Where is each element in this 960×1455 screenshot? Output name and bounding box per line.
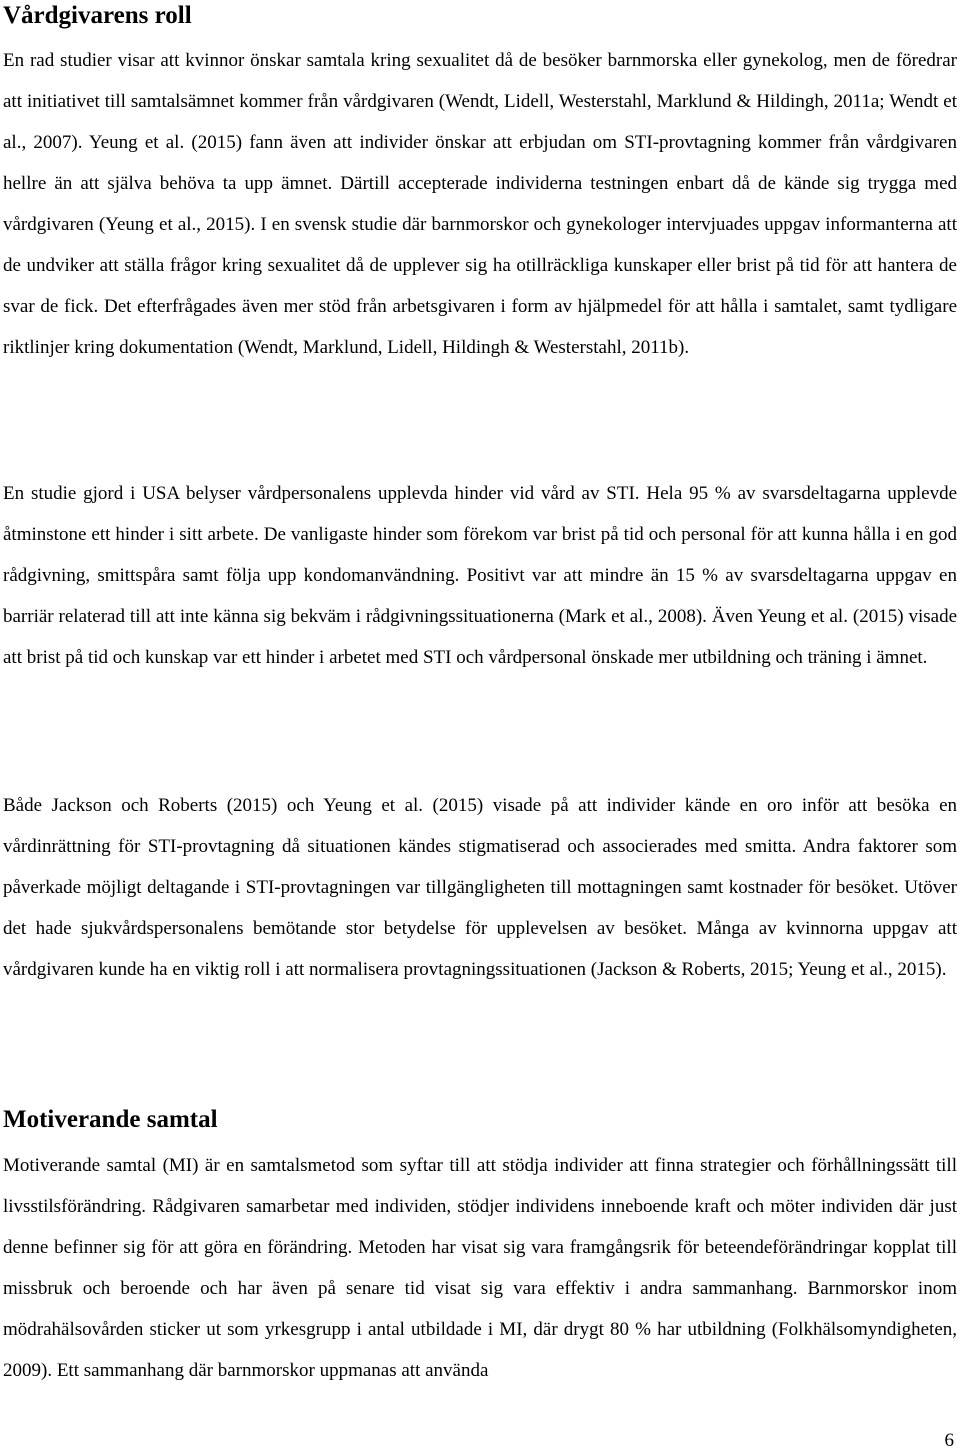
paragraph: Både Jackson och Roberts (2015) och Yeung et al. (2015) visade på att individer kände en oro inför att besöka en vårdinrättning för STI-provtagning då situationen kändes stigmatiserad och associerades med smitta. Andra faktorer som påverkade möjligt deltagande i STI-provtagningen var tillgängligheten till mottagningen samt kostnader för besöket. Utöver det hade sjukvårdspersonalens bemötande stor betydelse för upplevelsen av besöket. Många av kvinnorna uppgav att vårdgivaren kunde ha en viktig roll i att normalisera provtagningssituationen (Jackson & Roberts, 2015; Yeung et al., 2015). <box>3 795 957 980</box>
page-number: 6 <box>944 1430 954 1451</box>
section-heading-vardgivarens-roll: Vårdgivarens roll <box>3 2 192 29</box>
paragraph: Motiverande samtal (MI) är en samtalsmetod som syftar till att stödja individer att finna strategier och förhållningssätt till livsstilsförändring. Rådgivaren samarbetar med individen, stödjer individens inneboende kraft och möter individen där just denne befinner sig för att göra en förändring. Metoden har visat sig vara framgångsrik för beteendeförändringar kopplat till missbruk och beroende och har även på senare tid visat sig vara effektiv i andra sammanhang. Barnmorskor inom mödrahälsovården sticker ut som yrkesgrupp i antal utbildade i MI, där drygt 80 % har utbildning (Folkhälsomyndigheten, 2009). Ett sammanhang där barnmorskor uppmanas att använda <box>3 1155 957 1381</box>
paragraph: En rad studier visar att kvinnor önskar samtala kring sexualitet då de besöker barnmorska eller gynekolog, men de föredrar att initiativet till samtalsämnet kommer från vårdgivaren (Wendt, Lidell, Westerstahl, Marklund & Hildingh, 2011a; Wendt et al., 2007). Yeung et al. (2015) fann även att individer önskar att erbjudan om STI-provtagning kommer från vårdgivaren hellre än att själva behöva ta upp ämnet. Därtill accepterade individerna testningen enbart då de kände sig trygga med vårdgivaren (Yeung et al., 2015). I en svensk studie där barnmorskor och gynekologer intervjuades uppgav informanterna att de undviker att ställa frågor kring sexualitet då de upplever sig ha otillräckliga kunskaper eller brist på tid för att hantera de svar de fick. Det efterfrågades även mer stöd från arbetsgivaren i form av hjälpmedel för att hålla i samtalet, samt tydligare riktlinjer kring dokumentation (Wendt, Marklund, Lidell, Hildingh & Westerstahl, 2011b). <box>3 50 957 358</box>
section-heading-motiverande-samtal: Motiverande samtal <box>3 1106 218 1133</box>
paragraph: En studie gjord i USA belyser vårdpersonalens upplevda hinder vid vård av STI. Hela 95 % av svarsdeltagarna upplevde åtminstone ett hinder i sitt arbete. De vanligaste hinder som förekom var brist på tid och personal för att kunna hålla i en god rådgivning, smittspåra samt följa upp kondomanvändning. Positivt var att mindre än 15 % av svarsdeltagarna uppgav en barriär relaterad till att inte känna sig bekväm i rådgivningssituationerna (Mark et al., 2008). Även Yeung et al. (2015) visade att brist på tid och kunskap var ett hinder i arbetet med STI och vårdpersonal önskade mer utbildning och träning i ämnet. <box>3 483 957 668</box>
